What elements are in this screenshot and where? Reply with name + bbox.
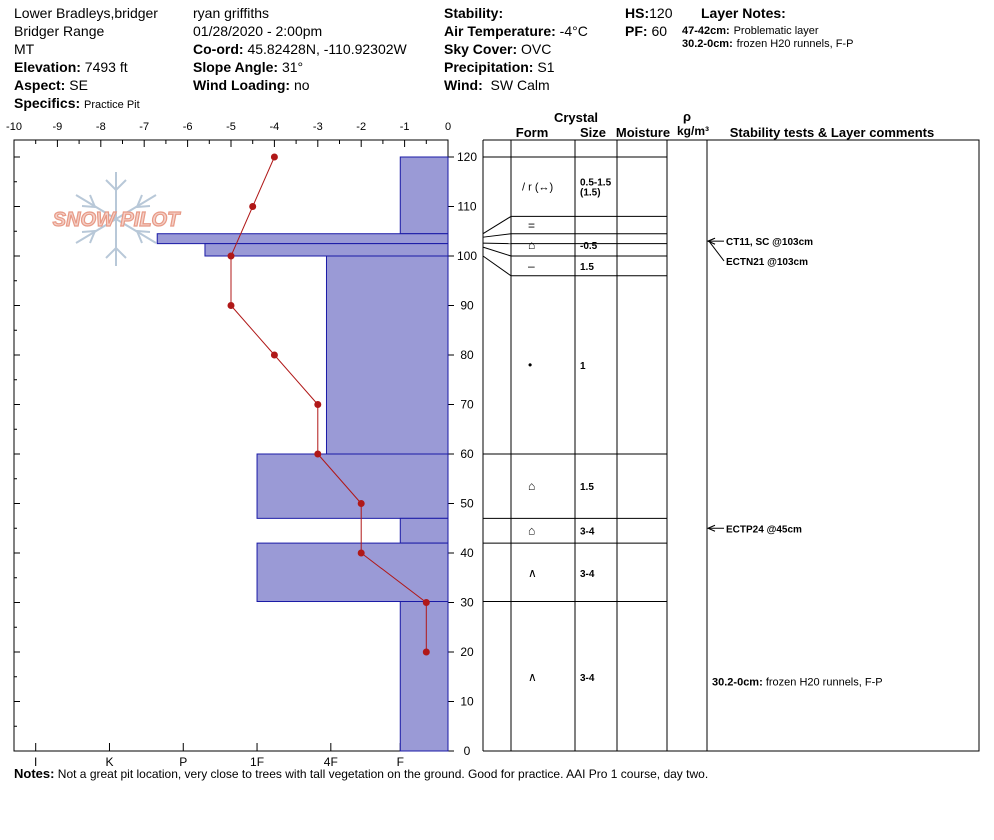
stability-header: Stability tests & Layer comments	[729, 125, 935, 140]
hardness-tick-label: F	[396, 755, 404, 769]
y-tick-label: 50	[460, 496, 474, 511]
hardness-bar	[400, 602, 448, 751]
stability-pointer	[709, 241, 724, 261]
layer-comment-text: frozen H20 runnels, F-P	[765, 676, 883, 689]
hardness-bar	[157, 234, 448, 244]
moisture-header: Moisture	[615, 125, 671, 140]
hardness-tick-label: 4F	[323, 755, 338, 769]
aspect-value: SE	[69, 77, 88, 93]
crystal-form: =	[528, 218, 536, 233]
y-tick-label: 110	[457, 199, 477, 214]
crystal-size-secondary: (1.5)	[580, 187, 601, 199]
x-tick-label: -6	[182, 121, 193, 133]
temperature-point	[228, 302, 235, 309]
hardness-tick-label: P	[179, 755, 188, 769]
x-tick-label: -8	[95, 121, 106, 133]
snowpilot-logo	[53, 172, 181, 266]
x-tick-label: -3	[312, 121, 323, 133]
x-tick-label: -7	[139, 121, 150, 133]
hs-label: HS:	[625, 5, 650, 21]
range-name: Bridger Range	[14, 23, 105, 39]
sky-cover-value: OVC	[521, 41, 552, 57]
y-tick-label: 40	[460, 546, 474, 560]
hardness-tick-label: K	[105, 755, 114, 769]
temperature-point	[271, 352, 278, 359]
crystal-size: 3-4	[580, 672, 595, 684]
hardness-tick-label: I	[34, 755, 38, 769]
pf-value: 60	[651, 23, 668, 39]
elevation-label: Elevation:	[14, 59, 81, 75]
crystal-form: ⌂	[528, 523, 536, 538]
temperature-point	[358, 500, 365, 507]
hardness-bars	[157, 157, 448, 751]
y-tick-label: 0	[463, 744, 471, 758]
density-symbol: ρ	[682, 109, 692, 124]
precip-label: Precipitation:	[444, 59, 534, 75]
layer-notes-title: Layer Notes:	[701, 5, 786, 21]
crystal-form: –	[528, 258, 535, 273]
hardness-bar	[326, 256, 448, 454]
temperature-point	[314, 401, 321, 408]
layer-note-text: frozen H20 runnels, F-P	[736, 38, 854, 50]
density-unit: kg/m³	[676, 124, 710, 138]
specifics-value: Practice Pit	[84, 99, 140, 111]
crystal-size: 3-4	[580, 568, 595, 580]
layer-connector	[483, 247, 511, 256]
layer-connector	[483, 216, 511, 233]
wind-loading-label: Wind Loading:	[193, 77, 291, 93]
air-temp-label: Air Temperature:	[444, 23, 556, 39]
air-temp-value: -4°C	[559, 23, 588, 39]
crystal-size: -0.5	[580, 241, 598, 253]
temperature-point	[314, 451, 321, 458]
form-header: Form	[515, 125, 549, 140]
x-tick-label: 0	[444, 121, 452, 133]
y-tick-label: 30	[460, 595, 474, 610]
coord-value: 45.82428N, -110.92302W	[247, 41, 407, 57]
x-tick-label: -4	[269, 121, 280, 133]
temperature-point	[271, 154, 278, 161]
crystal-form: ∧	[528, 669, 537, 684]
stability-label: Stability:	[444, 5, 504, 21]
y-tick-label: 100	[456, 249, 478, 263]
observation-datetime: 01/28/2020 - 2:00pm	[193, 23, 323, 39]
temperature-point	[249, 203, 256, 210]
temperature-point	[358, 550, 365, 557]
hardness-tick-label: 1F	[250, 755, 265, 769]
crystal-header: Crystal	[553, 110, 599, 125]
stability-test-label: ECTP24 @45cm	[726, 524, 802, 536]
y-tick-label: 70	[460, 397, 474, 412]
crystal-size: 0.5-1.5	[580, 177, 612, 189]
elevation-value: 7493 ft	[84, 59, 128, 75]
crystal-form: ⌂	[528, 479, 536, 494]
wind-loading-value: no	[293, 77, 310, 93]
specifics-label: Specifics:	[14, 95, 81, 111]
hardness-bar	[205, 244, 448, 256]
hs-value: 120	[649, 5, 673, 21]
crystal-size: 1	[580, 360, 586, 372]
aspect-label: Aspect:	[14, 77, 66, 93]
stability-panel	[707, 140, 979, 751]
layer-connector	[483, 256, 511, 276]
crystal-form: ∧	[528, 565, 537, 580]
y-tick-label: 90	[460, 298, 474, 313]
stability-test-label: ECTN21 @103cm	[726, 256, 809, 268]
x-tick-label: -9	[52, 121, 63, 133]
x-axis	[6, 121, 451, 147]
x-tick-label: -10	[6, 121, 22, 133]
state-name: MT	[14, 41, 35, 57]
wind-value: SW Calm	[490, 77, 550, 93]
temperature-point	[423, 599, 430, 606]
coord-label: Co-ord:	[193, 41, 244, 57]
logo-text: SNOW PILOT	[52, 209, 180, 231]
layer-connector	[483, 234, 511, 237]
y-tick-label: 60	[460, 447, 474, 461]
stability-tests	[708, 237, 883, 689]
y-tick-label: 10	[460, 694, 474, 709]
y-tick-label: 20	[460, 645, 474, 659]
observer-name: ryan griffiths	[193, 5, 269, 21]
stability-test-label: CT11, SC @103cm	[726, 237, 814, 249]
crystal-size: 1.5	[580, 261, 594, 273]
location-name: Lower Bradleys,bridger	[14, 5, 158, 21]
x-tick-label: -1	[399, 121, 410, 133]
crystal-form: •	[528, 357, 533, 372]
layer-comment	[712, 677, 883, 689]
wind-label: Wind:	[444, 77, 483, 93]
layer-note-range: 47-42cm:	[682, 25, 730, 37]
crystal-form: ⌂	[528, 238, 536, 253]
y-tick-label: 120	[456, 150, 478, 164]
x-tick-label: -2	[356, 121, 367, 133]
precip-value: S1	[537, 59, 555, 75]
crystal-size: 1.5	[580, 482, 594, 494]
notes	[14, 766, 708, 781]
size-header: Size	[579, 125, 607, 140]
y-tick-label: 80	[460, 348, 474, 362]
notes-text: Not a great pit location, very close to trees with tall vegetation on the ground. Good for practice. AAI Pro 1 course, day two.	[57, 767, 709, 781]
notes-label: Notes:	[14, 766, 55, 781]
crystal-form: / r (↔)	[522, 181, 554, 194]
temperature-point	[228, 253, 235, 260]
layer-note-range: 30.2-0cm:	[682, 38, 733, 50]
sky-cover-label: Sky Cover:	[444, 41, 518, 57]
pf-label: PF:	[625, 23, 648, 39]
layer-comment-range: 30.2-0cm:	[712, 676, 766, 689]
hardness-bar	[400, 518, 448, 543]
crystal-size: 3-4	[580, 526, 595, 538]
slope-label: Slope Angle:	[193, 59, 279, 75]
x-tick-label: -5	[226, 121, 236, 133]
hardness-bar	[257, 454, 448, 518]
layer-note-text: Problematic layer	[733, 25, 819, 37]
slope-value: 31°	[281, 59, 304, 75]
hardness-bar	[257, 543, 448, 601]
temperature-point	[423, 649, 430, 656]
crystal-rows	[522, 178, 612, 684]
hardness-bar	[400, 157, 448, 234]
